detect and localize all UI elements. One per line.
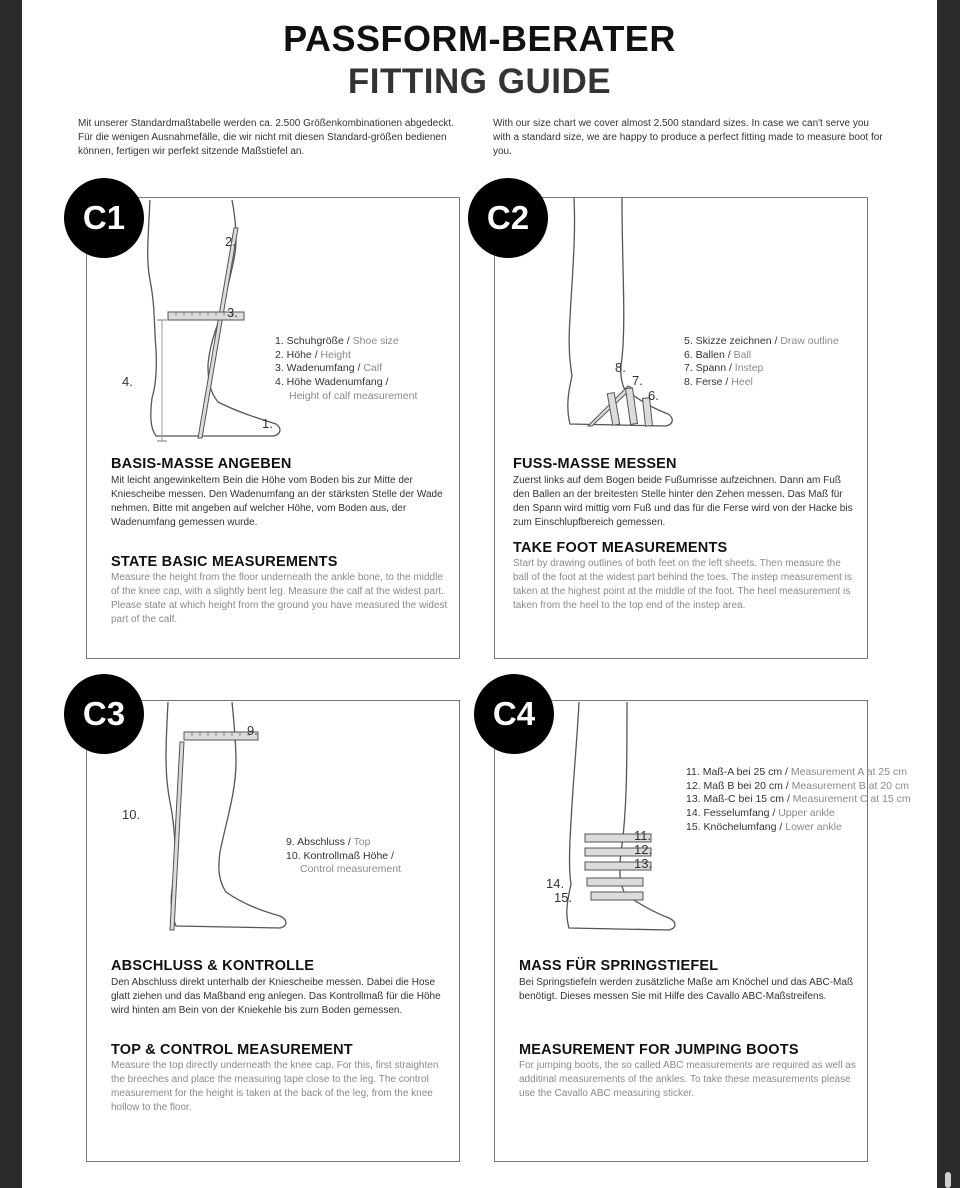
c2-text-english: Start by drawing outlines of both feet on the left sheets. Then measure the ball of the foot at the widest part behind the toes. The instep measurement is taken at the highest point at the middle of the foot. The heel measurement is taken from the heel to the top end of the instep area. — [513, 558, 852, 611]
c4-heading-english: MEASUREMENT FOR JUMPING BOOTS — [519, 1042, 799, 1058]
scrollbar[interactable] — [937, 0, 960, 1188]
leg-height-calf-illustration — [126, 200, 286, 445]
c1-text-german: Mit leicht angewinkeltem Bein die Höhe vom Boden bis zur Mitte der Kniescheibe messen. Den Wadenumfang an der stärksten Stelle der Wade nehmen. Bitte mit angeben auf welcher Höhe, vom Boden aus, der Wadenumfang gemessen wurde. — [111, 475, 443, 528]
c3-heading-english: TOP & CONTROL MEASUREMENT — [111, 1042, 353, 1058]
c3-legend: 9. Abschluss / Top 10. Kontrollmaß Höhe / Control measurement — [286, 836, 401, 876]
c1-legend: 1. Schuhgröße / Shoe size 2. Höhe / Height 3. Wadenumfang / Calf 4. Höhe Wadenumfang / Height of calf measurement — [275, 335, 418, 402]
section-c3-badge: C3 — [64, 674, 144, 754]
c1-heading-english: STATE BASIC MEASUREMENTS — [111, 554, 338, 570]
c2-heading-german: FUSS-MASSE MESSEN — [513, 456, 677, 472]
label-13: 13. — [634, 856, 653, 871]
label-11: 11. — [634, 828, 652, 843]
c2-heading-english: TAKE FOOT MEASUREMENTS — [513, 540, 728, 556]
c3-text-english: Measure the top directly underneath the knee cap. For this, first straighten the breeches and place the measuring tape close to the leg. The control measurement for the height is taken at the back of the leg, from the knee hollow to the floor. — [111, 1060, 439, 1113]
c1-text-english: Measure the height from the floor underneath the ankle bone, to the middle of the knee cap, with a slightly bent leg. Measure the calf at the widest part. Please state at which height from the ground you have measured the widest part of the calf. — [111, 572, 448, 625]
label-2: 2. — [225, 234, 236, 249]
c4-text-english: For jumping boots, the so called ABC measurements are required as well as additinal measurements of the ankles. To take these measurements please use the Cavallo ABC measuring sticker. — [519, 1060, 856, 1099]
jumping-boot-leg-illustration — [557, 702, 677, 934]
fitting-guide-page — [22, 0, 937, 1188]
title-german: PASSFORM-BERATER — [283, 18, 676, 59]
label-9: 9. — [247, 723, 258, 738]
label-12: 12. — [634, 842, 653, 857]
title-english: FITTING GUIDE — [347, 62, 612, 101]
label-10: 10. — [122, 807, 141, 822]
label-8: 8. — [615, 360, 626, 375]
c1-heading-german: BASIS-MASSE ANGEBEN — [111, 456, 292, 472]
c2-text-german: Zuerst links auf dem Bogen beide Fußumrisse aufzeichnen. Dann am Fuß den Ballen an der breitesten Stelle hinter den Zehen messen. Das Maß für den Spann wird mittig vom Fuß und das für die Ferse wird von der Hacke bis zum Einschlupfbereich gemessen. — [513, 475, 853, 528]
section-c2-badge: C2 — [468, 178, 548, 258]
scrollbar-thumb[interactable] — [945, 1172, 951, 1188]
label-4: 4. — [122, 374, 133, 389]
c4-heading-german: MASS FÜR SPRINGSTIEFEL — [519, 958, 719, 974]
foot-illustration — [562, 198, 682, 433]
label-7: 7. — [632, 373, 643, 388]
label-14: 14. — [546, 876, 565, 891]
section-c4-badge: C4 — [474, 674, 554, 754]
label-3: 3. — [227, 305, 238, 320]
c3-text-german: Den Abschluss direkt unterhalb der Kniescheibe messen. Dabei die Hose glatt ziehen und das Maßband eng anlegen. Das Kontrollmaß für die Höhe wird hinten am Bein von der Kniekehle bis zum Boden gemessen. — [111, 977, 441, 1016]
label-15: 15. — [554, 890, 573, 905]
label-1: 1. — [262, 416, 273, 431]
intro-english: With our size chart we cover almost 2.500 standard sizes. In case we can't serve you with a standard size, we are happy to produce a perfect fitting made to measure boot for you. — [493, 118, 883, 157]
leg-top-control-illustration — [140, 702, 290, 932]
c4-text-german: Bei Springstiefeln werden zusätzliche Maße am Knöchel und das ABC-Maß benötigt. Dieses messen Sie mit Hilfe des Cavallo ABC-Maßstreifens. — [519, 977, 854, 1002]
label-6: 6. — [648, 388, 659, 403]
section-c1-badge: C1 — [64, 178, 144, 258]
c4-legend: 11. Maß-A bei 25 cm / Measurement A at 25 cm 12. Maß B bei 20 cm / Measurement B at 20 cm 13. Maß-C bei 15 cm / Measurement C at 15 cm 14. Fesselumfang / Upper ankle 15. Knöchelumfang / Lower ankle — [686, 766, 911, 833]
c2-legend: 5. Skizze zeichnen / Draw outline 6. Ballen / Ball 7. Spann / Instep 8. Ferse / Heel — [684, 335, 839, 389]
c3-heading-german: ABSCHLUSS & KONTROLLE — [111, 958, 315, 974]
intro-german: Mit unserer Standardmaßtabelle werden ca. 2.500 Größenkombinationen abgedeckt. Für die wenigen Ausnahmefälle, die wir nicht mit diesen Standard-größen bedienen können, fertigen wir perfekt sitzende Maßstiefel an. — [78, 118, 454, 157]
